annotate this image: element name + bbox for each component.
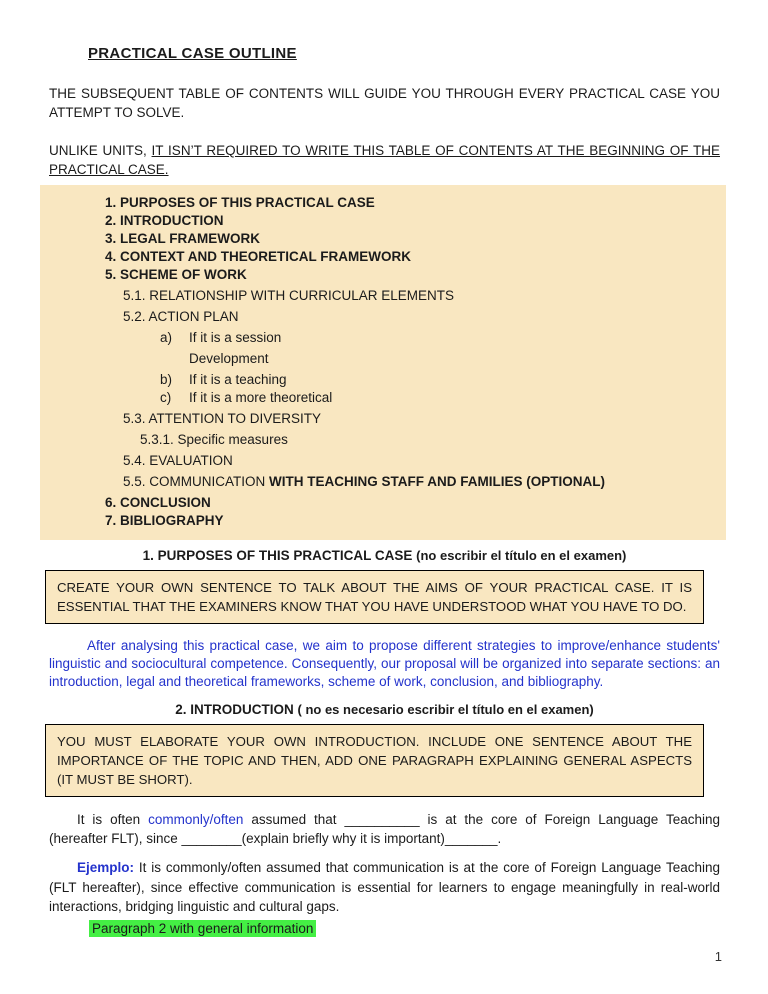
intro-paragraph-1: THE SUBSEQUENT TABLE OF CONTENTS WILL GUIDE YOU THROUGH EVERY PRACTICAL CASE YOU ATTEMPT TO SOLVE. — [49, 86, 720, 120]
toc-item: 4. CONTEXT AND THEORETICAL FRAMEWORK — [105, 249, 411, 264]
toc-item-text: If it is a more theoretical — [189, 390, 333, 405]
highlighted-note — [89, 920, 720, 938]
template-sentence — [49, 810, 720, 848]
toc-item-text: If it is a session — [189, 330, 282, 345]
toc-item: 5.3. ATTENTION TO DIVERSITY — [123, 411, 322, 426]
toc-item-letter: a) — [160, 330, 173, 345]
section1-heading — [49, 548, 720, 563]
template-sentence-pre: It is often — [77, 812, 149, 827]
toc-item: 5.4. EVALUATION — [123, 453, 233, 468]
intro-paragraph-2-prefix: UNLIKE UNITS, — [49, 143, 152, 158]
section1-advice-box: CREATE YOUR OWN SENTENCE TO TALK ABOUT THE AIMS OF YOUR PRACTICAL CASE. IT IS ESSENTIAL THAT THE EXAMINERS KNOW THAT YOU HAVE UNDERSTOOD WHAT YOU HAVE TO DO. — [45, 570, 704, 624]
toc-item: Development — [189, 351, 269, 366]
section2-heading-note: ( no es necesario escribir el título en el examen) — [297, 702, 594, 717]
toc-item: 7. BIBLIOGRAPHY — [105, 513, 224, 528]
toc-item-letter: b) — [160, 372, 173, 387]
section1-heading-note: (no escribir el título en el examen) — [416, 548, 627, 563]
page-number: 1 — [714, 949, 722, 964]
toc-item — [160, 329, 716, 347]
ejemplo-text: It is commonly/often assumed that communication is at the core of Foreign Language Teaching (FLT hereafter), since effective communication is essential for learners to engage meaningfully in real-world interactions, bridging linguistic and cultural gaps. — [49, 860, 720, 914]
section2-heading-main: 2. INTRODUCTION — [175, 702, 298, 717]
section2-heading — [49, 702, 720, 717]
toc-item — [160, 389, 716, 407]
ejemplo-paragraph — [49, 858, 720, 917]
section2-advice-box: YOU MUST ELABORATE YOUR OWN INTRODUCTION. INCLUDE ONE SENTENCE ABOUT THE IMPORTANCE OF THE TOPIC AND THEN, ADD ONE PARAGRAPH EXPLAINING GENERAL ASPECTS (IT MUST BE SHORT). — [45, 724, 704, 797]
intro-paragraph-2-underlined: IT ISN’T REQUIRED TO WRITE THIS TABLE OF CONTENTS AT THE BEGINNING OF THE PRACTICAL CASE. — [49, 143, 720, 177]
ejemplo-label: Ejemplo: — [77, 860, 135, 875]
toc-item-bold: WITH TEACHING STAFF AND FAMILIES (OPTIONAL) — [269, 474, 605, 489]
section1-blue-paragraph: After analysing this practical case, we aim to propose different strategies to improve/enhance students' linguistic and sociocultural competence. Consequently, our proposal will be organized into separate sections: an introduction, legal and theoretical frameworks, scheme of work, conclusion, and bibliography. — [49, 638, 720, 689]
toc-item: 5.3.1. Specific measures — [140, 432, 288, 447]
template-sentence-blue: commonly/often — [148, 812, 244, 827]
toc-item: 2. INTRODUCTION — [105, 213, 224, 228]
toc-item — [123, 473, 716, 491]
toc-item: 1. PURPOSES OF THIS PRACTICAL CASE — [105, 195, 375, 210]
highlighted-note-text: Paragraph 2 with general information — [89, 920, 316, 937]
toc-item: 3. LEGAL FRAMEWORK — [105, 231, 260, 246]
toc-item: 5.2. ACTION PLAN — [123, 309, 239, 324]
toc-item-text: If it is a teaching — [189, 372, 287, 387]
toc-item — [160, 371, 716, 389]
table-of-contents — [40, 185, 726, 540]
toc-item-prefix: 5.5. COMMUNICATION — [123, 474, 270, 489]
toc-item-letter: c) — [160, 390, 172, 405]
page-title: PRACTICAL CASE OUTLINE — [88, 45, 297, 62]
intro-paragraph-2 — [49, 141, 720, 179]
toc-item: 5. SCHEME OF WORK — [105, 267, 247, 282]
section1-heading-main: 1. PURPOSES OF THIS PRACTICAL CASE — [142, 548, 417, 563]
template-sentence-post: assumed that __________ is at the core of Foreign Language Teaching (hereafter FLT), since ________(explain briefly why it is important)_______. — [49, 812, 720, 846]
toc-item: 5.1. RELATIONSHIP WITH CURRICULAR ELEMENTS — [123, 288, 455, 303]
toc-item: 6. CONCLUSION — [105, 495, 211, 510]
